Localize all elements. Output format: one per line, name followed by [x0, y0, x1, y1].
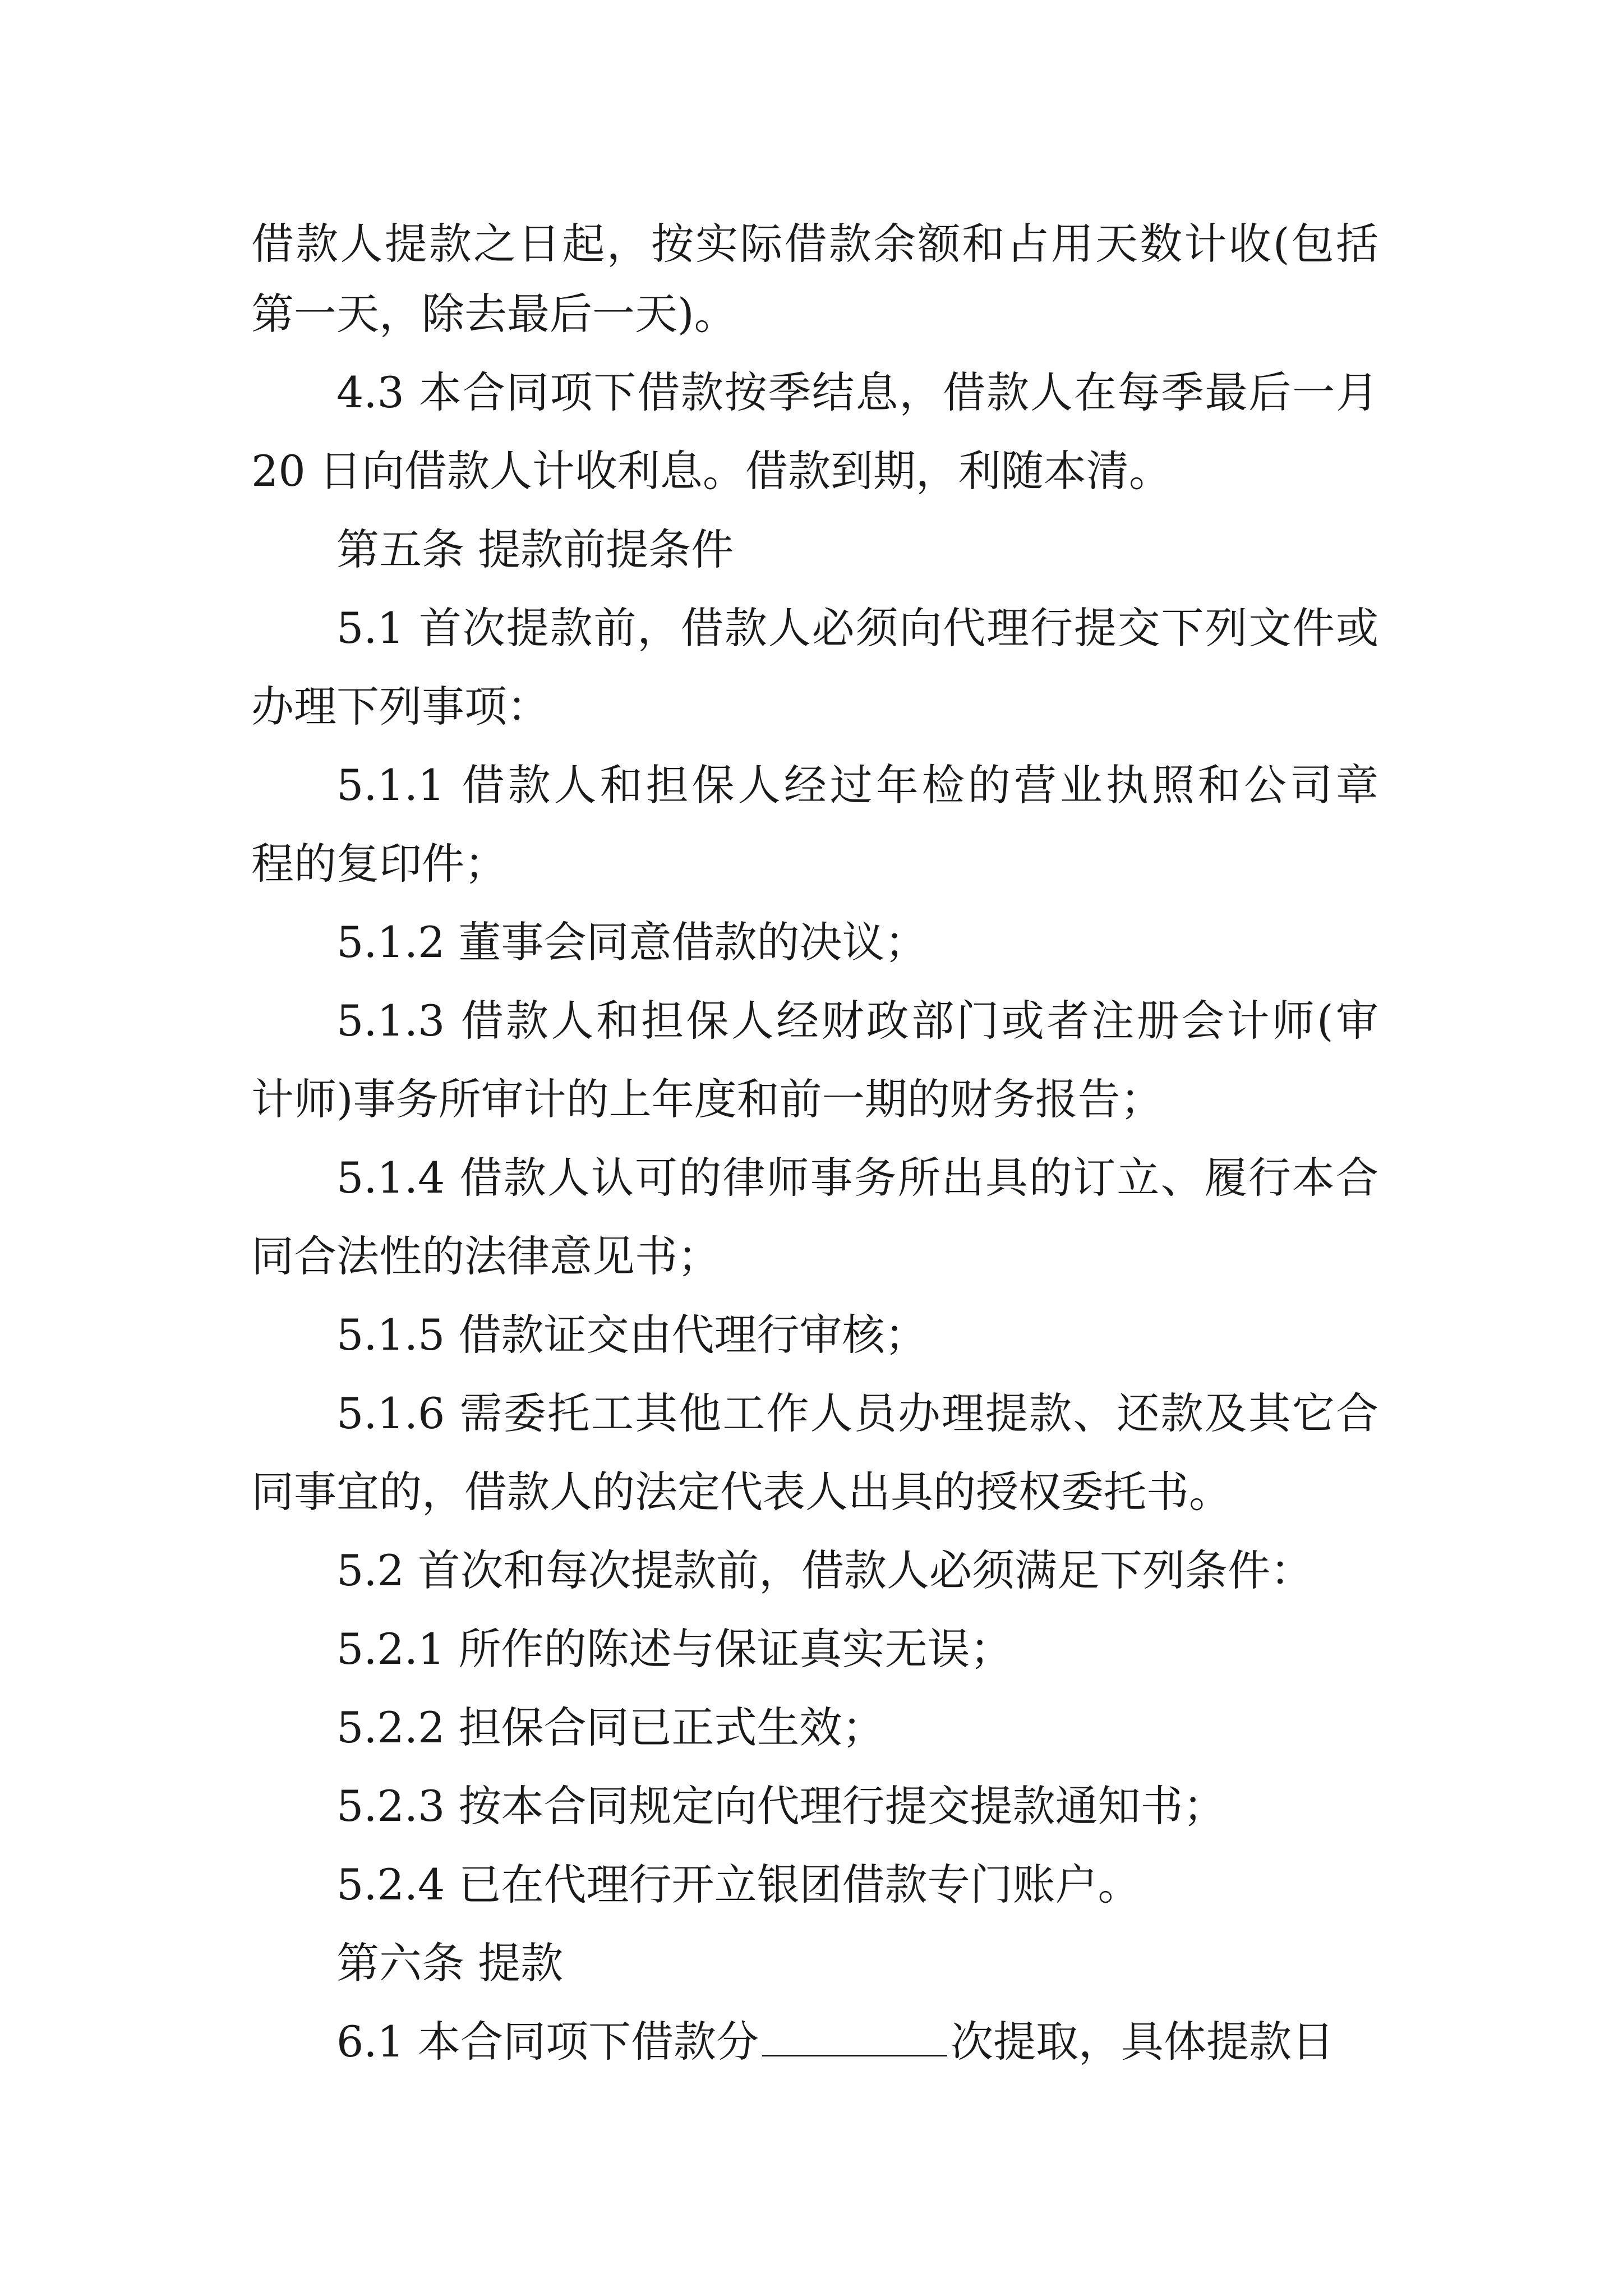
clause-5-1-5-line: 5.1.5 借款证交由代理行审核；	[336, 1310, 928, 1360]
clause-5-2-line: 5.2 首次和每次提款前，借款人必须满足下列条件：	[336, 1545, 1313, 1595]
clause-5-1-line: 5.1 首次提款前，借款人必须向代理行提交下列文件或	[336, 603, 1378, 653]
clause-5-2-4-line: 5.2.4 已在代理行开立银团借款专门账户。	[336, 1860, 1141, 1910]
clause-6-1-text-start: 6.1 本合同项下借款分	[336, 2017, 759, 2067]
clause-5-1-4-line: 5.1.4 借款人认可的律师事务所出具的订立、履行本合	[336, 1153, 1378, 1203]
clause-6-1-line	[336, 2003, 1378, 2081]
clause-5-2-2-line: 5.2.2 担保合同已正式生效；	[336, 1703, 885, 1752]
fill-in-blank	[762, 2016, 947, 2056]
clause-6-1-text-end: 次提取，具体提款日	[951, 2017, 1335, 2067]
paragraph-line: 同事宜的，借款人的法定代表人出具的授权委托书。	[251, 1467, 1232, 1517]
paragraph-line: 计师)事务所审计的上年度和前一期的财务报告；	[251, 1074, 1163, 1124]
paragraph-line: 程的复印件；	[251, 839, 507, 889]
clause-5-1-6-line: 5.1.6 需委托工其他工作人员办理提款、还款及其它合	[336, 1388, 1378, 1438]
article-5-heading: 第五条 提款前提条件	[336, 524, 734, 574]
paragraph-line: 借款人提款之日起，按实际借款余额和占用天数计收(包括	[251, 219, 1378, 269]
clause-5-1-3-line: 5.1.3 借款人和担保人经财政部门或者注册会计师(审	[336, 996, 1378, 1046]
paragraph-line: 同合法性的法律意见书；	[251, 1231, 720, 1281]
clause-5-1-2-line: 5.1.2 董事会同意借款的决议；	[336, 917, 928, 967]
clause-5-2-3-line: 5.2.3 按本合同规定向代理行提交提款通知书；	[336, 1781, 1226, 1831]
clause-4-3-line: 4.3 本合同项下借款按季结息，借款人在每季最后一月	[336, 367, 1378, 417]
paragraph-line: 第一天，除去最后一天)。	[251, 289, 737, 339]
paragraph-line: 20 日向借款人计收利息。借款到期，利随本清。	[251, 446, 1172, 496]
clause-5-2-1-line: 5.2.1 所作的陈述与保证真实无误；	[336, 1624, 1013, 1674]
paragraph-line: 办理下列事项：	[251, 682, 550, 731]
article-6-heading: 第六条 提款	[336, 1938, 564, 1988]
clause-5-1-1-line: 5.1.1 借款人和担保人经过年检的营业执照和公司章	[336, 760, 1378, 810]
